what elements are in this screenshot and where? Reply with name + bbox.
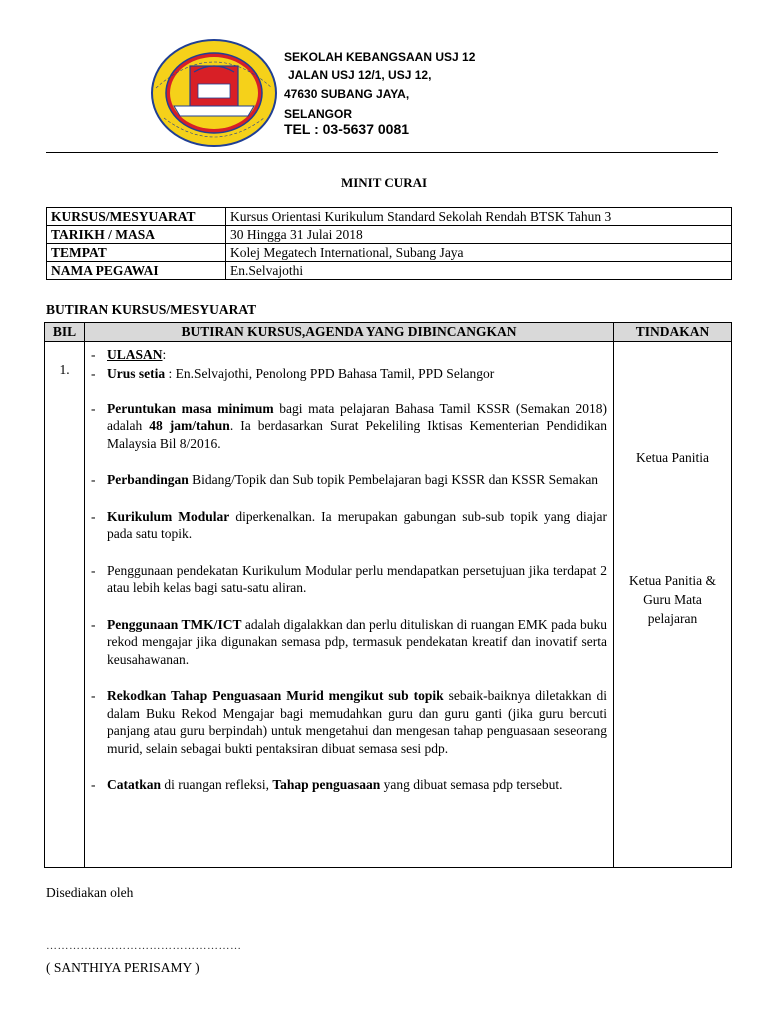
row-content <box>85 342 614 868</box>
section-title: BUTIRAN KURSUS/MESYUARAT <box>46 302 257 317</box>
table-header-row <box>45 323 732 342</box>
header-divider <box>46 152 718 153</box>
list-item: - Urus setia : En.Selvajothi, Penolong PPD Bahasa Tamil, PPD Selangor <box>91 366 495 381</box>
document-title: MINIT CURAI <box>340 175 428 190</box>
info-row <box>47 244 732 262</box>
info-row <box>47 262 732 280</box>
header-butiran: BUTIRAN KURSUS,AGENDA YANG DIBINCANGKAN <box>85 323 614 342</box>
header-tindakan: TINDAKAN <box>614 323 732 342</box>
list-item: - Rekodkan Tahap Penguasaan Murid mengikut sub topik sebaik-baiknya diletakkan di dalam Buku Rekod Mengajar bagi memudahkan guru dan guru ganti (jika guru bercuti panjang atau guru berpindah) untuk mengetahui dan mengesan tahap penguasaan seseorang murid, selain sebagai bukti pentaksiran dibuat semasa sesi pdp. <box>91 688 607 756</box>
minutes-table <box>44 322 732 868</box>
list-item: - Catatkan di ruangan refleksi, Tahap penguasaan yang dibuat semasa pdp tersebut. <box>91 777 563 792</box>
list-item: - Peruntukan masa minimum bagi mata pelajaran Bahasa Tamil KSSR (Semakan 2018) adalah 48 jam/tahun. Ia berdasarkan Surat Pekeliling Iktisas Kementerian Pendidikan Malaysia Bil 8/2016. <box>91 400 608 451</box>
info-value: 30 Hingga 31 Julai 2018 <box>226 226 732 244</box>
ulasan-heading: - ULASAN: <box>91 347 167 362</box>
signature-line: …………………………………………… <box>46 940 242 952</box>
action-line: Ketua Panitia & <box>629 573 716 588</box>
header-bil: BIL <box>45 323 85 342</box>
prepared-by-label: Disediakan oleh <box>46 885 134 900</box>
row-number: 1. <box>45 342 85 868</box>
action-line: Guru Mata <box>643 592 702 607</box>
school-logo <box>150 38 278 148</box>
row-action <box>614 342 732 868</box>
info-label: TEMPAT <box>47 244 226 262</box>
list-item: - Penggunaan pendekatan Kurikulum Modular perlu mendapatkan persetujuan jika terdapat 2 atau lebih kelas bagi satu-satu aliran. <box>91 562 607 595</box>
info-value: En.Selvajothi <box>226 262 732 280</box>
info-row <box>47 208 732 226</box>
list-item: - Kurikulum Modular diperkenalkan. Ia merupakan gabungan sub-sub topik yang diajar pada satu topik. <box>91 508 607 541</box>
info-label: TARIKH / MASA <box>47 226 226 244</box>
info-label: KURSUS/MESYUARAT <box>47 208 226 226</box>
school-name: SEKOLAH KEBANGSAAN USJ 12 <box>284 50 476 64</box>
info-label: NAMA PEGAWAI <box>47 262 226 280</box>
address-line-3: SELANGOR <box>284 107 353 121</box>
table-row <box>45 342 732 868</box>
action-line: pelajaran <box>647 611 698 626</box>
info-row <box>47 226 732 244</box>
course-info-table <box>46 207 732 280</box>
address-line-2: 47630 SUBANG JAYA, <box>284 87 410 101</box>
preparer-name: ( SANTHIYA PERISAMY ) <box>46 960 200 975</box>
list-item: - Penggunaan TMK/ICT adalah digalakkan dan perlu dituliskan di ruangan EMK pada buku rekod mengajar jika digunakan semasa pdp, termasuk pendekatan kreatif dan inovatif serta keusahawanan. <box>91 616 607 667</box>
list-item: - Perbandingan Bidang/Topik dan Sub topik Pembelajaran bagi KSSR dan KSSR Semakan <box>91 472 599 487</box>
address-line-1: JALAN USJ 12/1, USJ 12, <box>288 68 432 82</box>
action-ketua-panitia: Ketua Panitia <box>635 450 710 465</box>
school-telephone: TEL : 03-5637 0081 <box>284 121 410 137</box>
info-value: Kursus Orientasi Kurikulum Standard Sekolah Rendah BTSK Tahun 3 <box>226 208 732 226</box>
info-value: Kolej Megatech International, Subang Jaya <box>226 244 732 262</box>
